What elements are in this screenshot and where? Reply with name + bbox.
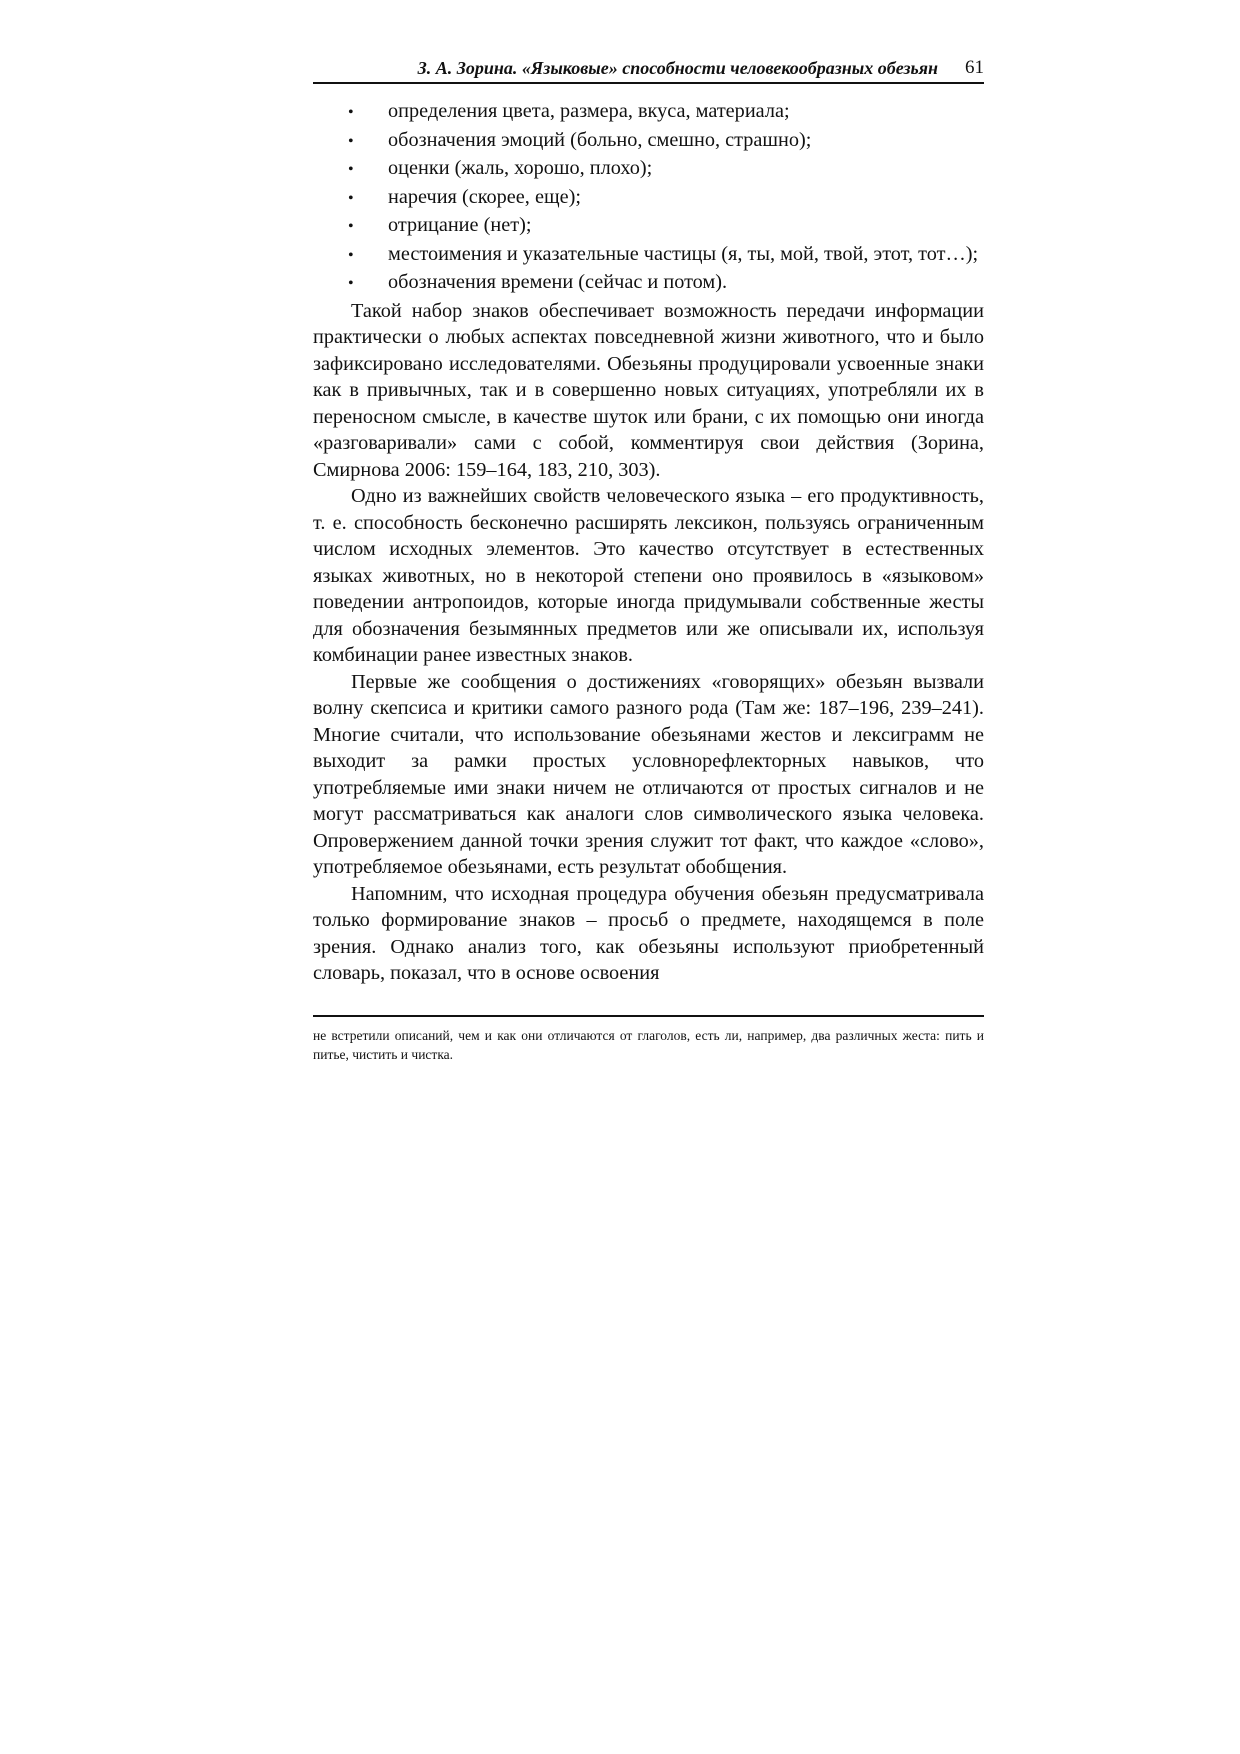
list-item [313, 155, 984, 184]
list-item [313, 184, 984, 213]
list-item [313, 98, 984, 127]
footnote-divider [313, 1015, 984, 1017]
main-text [313, 98, 984, 987]
bullet-icon: • [348, 189, 354, 207]
bullet-icon: • [348, 246, 354, 264]
bullet-list [313, 98, 984, 298]
paragraph: Одно из важнейших свойств человеческого языка – его продуктивность, т. е. способность бесконечно расширять лексикон, пользуясь ограниченным числом исходных элементов. Это качество отсутствует в естественных языках животных, но в некоторой степени оно проявилось в «языковом» поведении антропоидов, которые иногда придумывали собственные жесты для обозначения безымянных предметов или же описывали их, используя комбинации ранее известных знаков. [313, 485, 984, 666]
paragraph: Такой набор знаков обеспечивает возможность передачи информации практически о любых аспектах повседневной жизни животного, что и было зафиксировано исследователями. Обезьяны продуцировали усвоенные знаки как в привычных, так и в совершенно новых ситуациях, употребляли их в переносном смысле, в качестве шуток или брани, с их помощью они иногда «разговаривали» сами с собой, комментируя свои действия (Зорина, Смирнова 2006: 159–164, 183, 210, 303). [313, 299, 984, 481]
list-item-text: наречия (скорее, еще); [388, 185, 581, 208]
running-header [313, 54, 984, 84]
list-item-text: определения цвета, размера, вкуса, материала; [388, 100, 790, 122]
list-item-text: оценки (жаль, хорошо, плохо); [388, 157, 653, 179]
bullet-icon: • [348, 218, 354, 235]
list-item [313, 269, 984, 298]
list-item-text: отрицание (нет); [388, 214, 532, 236]
list-item-text: обозначения времени (сейчас и потом). [388, 271, 728, 293]
bullet-icon: • [348, 132, 354, 150]
footnote: не встретили описаний, чем и как они отличаются от глаголов, есть ли, например, два различных жеста: пить и питье, чистить и чистка. [313, 1027, 984, 1062]
list-item-text: обозначения эмоций (больно, смешно, страшно); [388, 128, 812, 151]
book-page [313, 54, 984, 1064]
list-item [313, 241, 984, 270]
bullet-icon: • [348, 275, 354, 292]
list-item [313, 212, 984, 241]
paragraph: Напомним, что исходная процедура обучения обезьян предусматривала только формирование знаков – просьб о предмете, находящемся в поле зрения. Однако анализ того, как обезьяны используют приобретенный словарь, показал, что в основе освоения [313, 882, 984, 984]
running-title: З. А. Зорина. «Языковые» способности человекообразных обезьян [417, 58, 938, 78]
bullet-icon: • [348, 161, 354, 178]
list-item-text: местоимения и указательные частицы (я, ты, мой, твой, этот, тот…); [388, 242, 979, 265]
bullet-icon: • [348, 104, 354, 121]
page-number: 61 [965, 57, 984, 78]
paragraph: Первые же сообщения о достижениях «говорящих» обезьян вызвали волну скепсиса и критики самого разного рода (Там же: 187–196, 239–241). Многие считали, что использование обезьянами жестов и лексиграмм не выходит за рамки простых условнорефлекторных навыков, что употребляемые ими знаки ничем не отличаются от простых сигналов и не могут рассматриваться как аналоги слов символического языка человека. Опровержением данной точки зрения служит тот факт, что каждое «слово», употребляемое обезьянами, есть результат обобщения. [313, 670, 984, 878]
list-item [313, 127, 984, 156]
